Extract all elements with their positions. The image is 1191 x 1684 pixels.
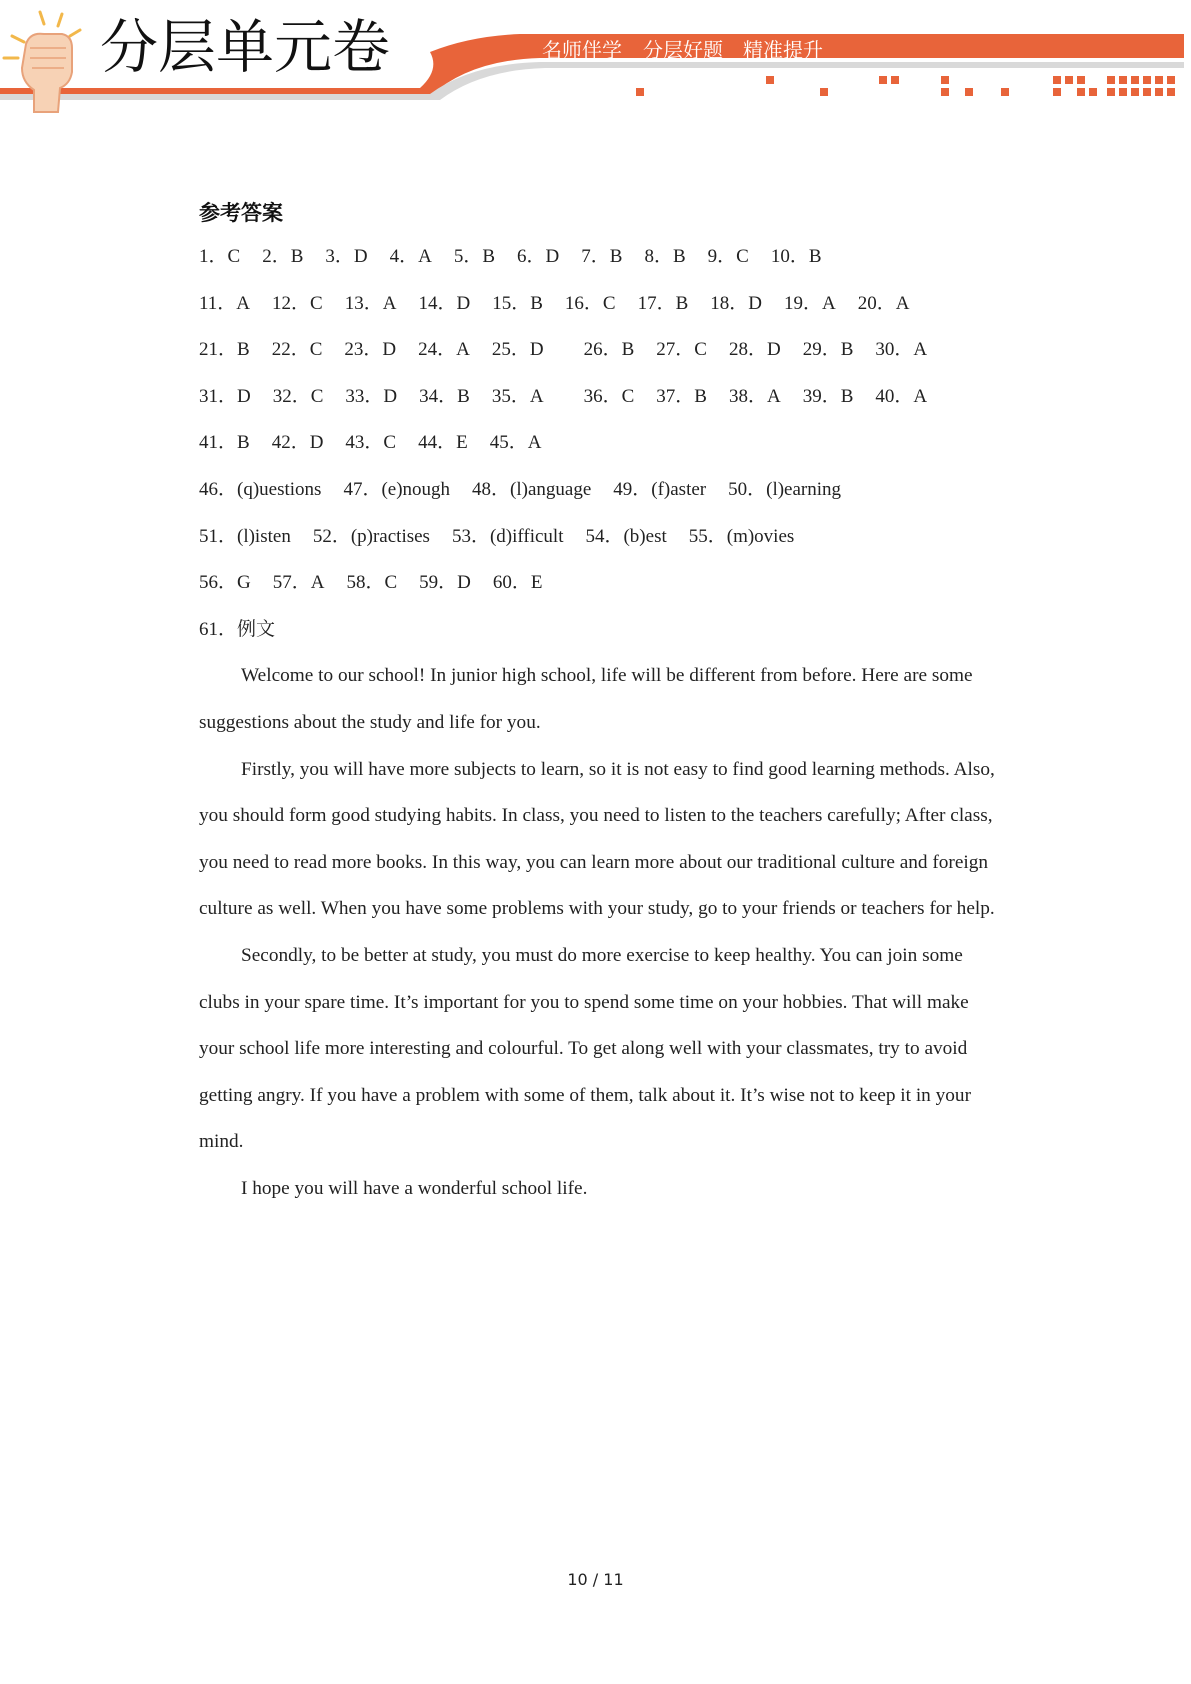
- answer-item: 34．B: [419, 385, 470, 407]
- answer-item: 24．A: [418, 339, 470, 361]
- slogan-1: 名师伴学: [542, 38, 622, 62]
- answer-item: 41．B: [199, 432, 250, 454]
- slogan-2: 分层好题: [643, 38, 723, 62]
- answer-item: 29．B: [802, 339, 854, 361]
- answer-item: 16．C: [564, 292, 616, 314]
- answer-item: 58．C: [346, 572, 398, 594]
- answer-item: 14．D: [418, 292, 471, 314]
- answer-item: 53．(d)ifficult: [451, 525, 564, 547]
- answer-item: 13．A: [344, 292, 397, 314]
- answer-item: 1．C: [199, 246, 241, 267]
- sample-essay: [199, 653, 999, 1212]
- answer-row: [199, 560, 999, 607]
- answer-item: 6．D: [517, 246, 560, 267]
- answer-item: 20．A: [857, 292, 910, 314]
- answer-item: 18．D: [710, 292, 762, 314]
- answer-item: 17．B: [637, 292, 689, 314]
- essay-paragraph: Welcome to our school! In junior high school, life will be different from before. Here are some suggestions about the study and life for you.: [199, 665, 973, 733]
- answer-item: 25．D: [491, 339, 544, 361]
- answer-item: 35．A: [491, 385, 544, 407]
- answer-item: 39．B: [802, 385, 854, 407]
- answer-item: 10．B: [770, 246, 822, 267]
- answer-item: 23．D: [344, 339, 397, 361]
- page-number: 10 / 11: [567, 1570, 624, 1589]
- answer-row: [199, 514, 999, 561]
- answer-item: 50．(l)earning: [728, 478, 842, 500]
- answer-item: 2．B: [262, 246, 304, 267]
- answer-item: 60．E: [492, 572, 543, 594]
- essay-label: 61．例文: [199, 618, 276, 640]
- slogan-3: 精准提升: [743, 38, 823, 62]
- answer-item: 28．D: [728, 339, 781, 361]
- answer-item: 48．(l)anguage: [472, 478, 592, 500]
- answer-row: [199, 374, 999, 421]
- answer-item: 4．A: [389, 246, 432, 267]
- answer-item: 8．B: [644, 246, 686, 267]
- answer-item: 51．(l)isten: [199, 525, 291, 547]
- page-header: [0, 0, 1191, 130]
- answer-item: 59．D: [419, 572, 471, 594]
- answer-item: 5．B: [453, 246, 496, 267]
- answer-item: 37．B: [656, 385, 707, 407]
- answer-item: 44．E: [418, 432, 468, 454]
- answer-row: [199, 467, 999, 514]
- answer-item: 27．C: [656, 339, 707, 361]
- brand-title: 分层单元卷: [100, 13, 391, 81]
- answer-item: 56．G: [199, 572, 251, 594]
- answer-key: [199, 198, 999, 1212]
- answer-item: 57．A: [272, 572, 325, 594]
- answer-item: 9．C: [707, 246, 749, 267]
- answer-row: [199, 420, 999, 467]
- answer-item: 36．C: [583, 385, 635, 407]
- answer-item: 33．D: [345, 385, 398, 407]
- answer-item: 30．A: [875, 339, 928, 361]
- answer-item: 19．A: [783, 292, 836, 314]
- answer-item: 26．B: [583, 339, 635, 361]
- answer-item: 52．(p)ractises: [312, 525, 430, 547]
- fist-icon: [0, 0, 100, 115]
- answer-item: 43．C: [345, 432, 397, 454]
- answer-item: 42．D: [271, 432, 324, 454]
- section-heading: 参考答案: [199, 201, 283, 225]
- answer-item: 31．D: [199, 385, 251, 407]
- answer-item: 49．(f)aster: [613, 478, 707, 500]
- answer-item: 7．B: [581, 246, 623, 267]
- answer-item: 47．(e)nough: [343, 478, 451, 500]
- answer-item: 3．D: [325, 246, 368, 267]
- answer-row: [199, 327, 999, 374]
- answer-item: 32．C: [272, 385, 324, 407]
- answer-item: 12．C: [272, 292, 323, 314]
- essay-paragraph: Firstly, you will have more subjects to learn, so it is not easy to find good learning methods. Also, you should form good studying habits. In class, you need to listen to the teachers carefully; After class, you need to read more books. In this way, you can learn more about our traditional culture and foreign culture as well. When you have some problems with your study, go to your friends or teachers for help.: [199, 758, 995, 920]
- answer-item: 54．(b)est: [585, 525, 667, 547]
- answer-row: [199, 234, 999, 281]
- answer-item: 15．B: [492, 292, 543, 314]
- answer-item: 46．(q)uestions: [199, 478, 322, 500]
- answer-item: 21．B: [199, 339, 250, 361]
- answer-item: 22．C: [271, 339, 323, 361]
- answer-item: 38．A: [728, 385, 781, 407]
- answer-list: [199, 234, 999, 607]
- answer-item: 55．(m)ovies: [688, 525, 795, 547]
- answer-item: 45．A: [489, 432, 542, 454]
- essay-paragraph: Secondly, to be better at study, you must do more exercise to keep healthy. You can join some clubs in your spare time. It’s important for you to spend some time on your hobbies. That will make your school life more interesting and colourful. To get along well with your classmates, try to avoid getting angry. If you have a problem with some of them, talk about it. It’s wise not to keep it in your mind.: [199, 944, 971, 1153]
- answer-row: [199, 281, 999, 328]
- answer-item: 11．A: [199, 292, 251, 314]
- answer-item: 40．A: [875, 385, 928, 407]
- essay-paragraph: I hope you will have a wonderful school life.: [241, 1177, 588, 1199]
